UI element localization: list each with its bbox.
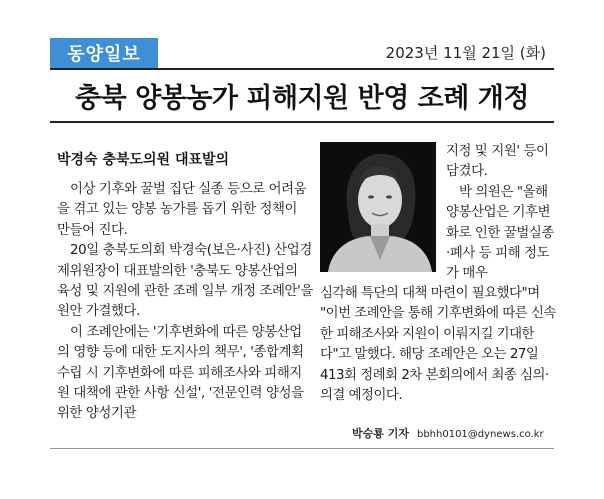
headline: 충북 양봉농가 피해지원 반영 조례 개정 <box>75 83 529 114</box>
byline <box>352 425 544 441</box>
paragraph: 박 의원은 "올해 양봉산업은 기후변화로 인한 꿀벌실종·폐사 등 피해 정도가 매우 <box>446 184 554 282</box>
subheadline: 박경숙 충북도의원 대표발의 <box>57 152 230 168</box>
paragraph: 20일 충북도의회 박경숙(보은·사진) 산업경제위원장이 대표발의한 '충북도 양봉산업의 육성 및 지원에 관한 조례 일부 개정 조례안'을 원안 가결했다. <box>57 243 313 320</box>
paragraph: 지정 및 지원' 등이 담겼다. <box>446 144 549 180</box>
portrait-photo <box>320 142 436 272</box>
portrait-image <box>320 142 436 272</box>
reporter-email: bbhh0101@dynews.co.kr <box>416 429 544 440</box>
masthead-logo: 동양일보 <box>50 38 158 68</box>
article-column-right-bottom <box>320 284 558 406</box>
publication-date: 2023년 11월 21일 (화) <box>385 44 546 62</box>
paragraph: 심각해 특단의 대책 마련이 필요했다"며 "이번 조례안을 통해 기후변화에 따른 신속한 피해조사와 지원이 이뤄지길 기대한다"고 말했다. 해당 조례안은 오는 27일 413회 정례회 2차 본회의에서 최종 심의·의결 예정이다. <box>320 286 556 404</box>
article-column-left <box>57 180 313 425</box>
bottom-rule <box>50 448 554 449</box>
article-column-right-top <box>446 142 556 285</box>
paragraph: 이 조례안에는 '기후변화에 따른 양봉산업의 영향 등에 대한 도지사의 책무', '종합계획 수립 시 기후변화에 따른 피해조사와 피해지원 대책에 관한 사항 신설', '전문인력 양성을 위한 양성기관 <box>57 324 304 422</box>
paragraph: 이상 기후와 꿀벌 집단 실종 등으로 어려움을 겪고 있는 양봉 농가를 돕기 위한 정책이 만들어 진다. <box>57 182 307 238</box>
top-rule <box>50 68 554 70</box>
reporter-name: 박승룡 기자 <box>352 427 409 440</box>
headline-rule <box>50 121 554 123</box>
